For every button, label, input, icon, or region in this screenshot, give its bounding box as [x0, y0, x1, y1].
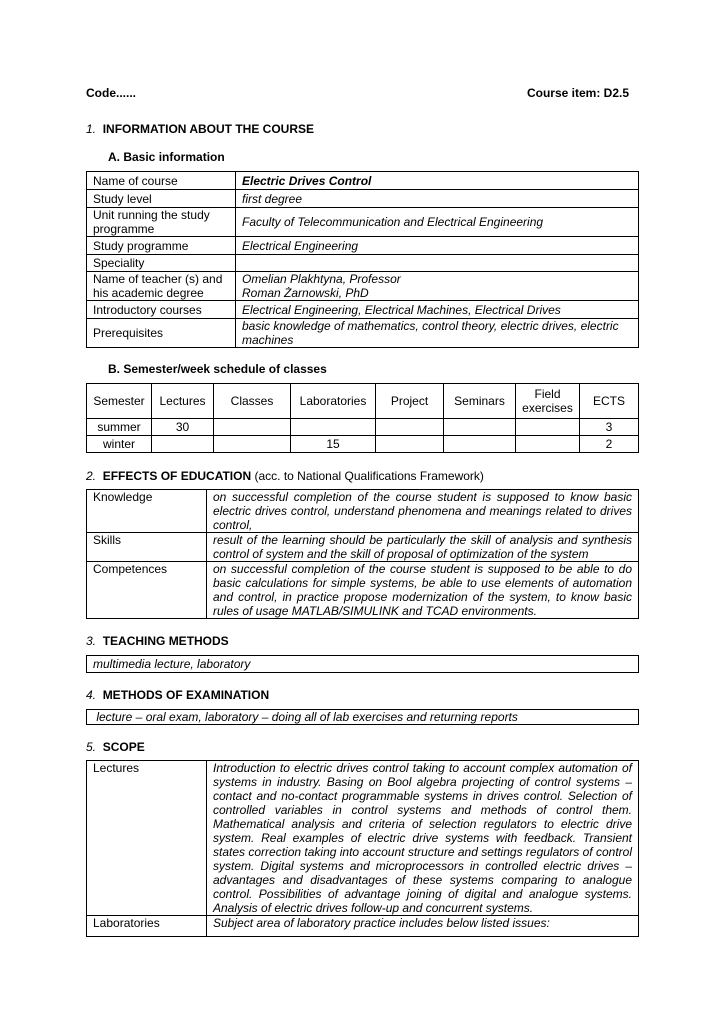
row-label: Speciality: [87, 255, 236, 272]
section-title: METHODS OF EXAMINATION: [102, 688, 270, 702]
row-label: Prerequisites: [87, 319, 236, 348]
section-number: 1.: [86, 122, 97, 136]
row-label: Unit running the study programme: [87, 208, 236, 237]
cell: winter: [87, 436, 152, 453]
row-label: Study programme: [87, 237, 236, 255]
column-header: ECTS: [580, 384, 639, 419]
row-value: Faculty of Telecommunication and Electrical Engineering: [236, 208, 639, 237]
table-row: [87, 272, 639, 301]
section-subtitle: (acc. to National Qualifications Framework): [254, 469, 484, 483]
cell: [214, 419, 291, 436]
cell: [516, 436, 580, 453]
cell: 3: [580, 419, 639, 436]
scope-table: [86, 760, 639, 937]
education-effects-table: [86, 489, 639, 619]
column-header: Lectures: [152, 384, 214, 419]
cell: [152, 436, 214, 453]
basic-info-table: [86, 171, 639, 348]
table-row: [87, 237, 639, 255]
teaching-methods-box: [86, 655, 639, 673]
cell: [214, 436, 291, 453]
cell: [444, 419, 516, 436]
cell: 15: [291, 436, 376, 453]
table-row: [87, 562, 639, 619]
section-number: 4.: [86, 688, 97, 702]
row-text: result of the learning should be particularly the skill of analysis and synthesis control of system and the skill of proposal of optimization of the system: [207, 533, 639, 562]
section-title: INFORMATION ABOUT THE COURSE: [102, 122, 315, 136]
table-row: [87, 208, 639, 237]
row-label: Laboratories: [87, 916, 207, 937]
table-row: [87, 301, 639, 319]
cell: summer: [87, 419, 152, 436]
cell: [444, 436, 516, 453]
row-value: [236, 272, 639, 301]
schedule-row: [87, 419, 639, 436]
row-label: Knowledge: [87, 490, 207, 533]
section-3-heading: [86, 634, 229, 648]
row-value: basic knowledge of mathematics, control theory, electric drives, electric machines: [236, 319, 639, 348]
cell: [376, 419, 444, 436]
row-label: Introductory courses: [87, 301, 236, 319]
examination-methods-box: [86, 709, 639, 725]
section-5-heading: [86, 740, 145, 754]
examination-methods-text: lecture – oral exam, laboratory – doing all of lab exercises and returning reports: [87, 710, 639, 725]
column-header: Field exercises: [516, 384, 580, 419]
table-row: [87, 319, 639, 348]
row-text: on successful completion of the course student is supposed to know basic electric drives control, understand phenomena and meanings related to drives control,: [207, 490, 639, 533]
cell: 30: [152, 419, 214, 436]
column-header: Project: [376, 384, 444, 419]
table-row: [87, 656, 639, 673]
table-row: [87, 255, 639, 272]
column-header: Seminars: [444, 384, 516, 419]
section-number: 2.: [86, 469, 97, 483]
cell: [376, 436, 444, 453]
section-1-heading: [86, 122, 314, 136]
row-label: Study level: [87, 190, 236, 208]
table-row: [87, 761, 639, 916]
course-item: Course item: D2.5: [526, 86, 629, 100]
column-header: Semester: [87, 384, 152, 419]
row-value: Electrical Engineering: [236, 237, 639, 255]
row-label: Lectures: [87, 761, 207, 916]
schedule-table: [86, 383, 639, 453]
cell: [516, 419, 580, 436]
teacher-2: Roman Żarnowski, PhD: [242, 286, 369, 300]
cell: 2: [580, 436, 639, 453]
table-row: [87, 490, 639, 533]
table-row: [87, 710, 639, 725]
row-value: Electrical Engineering, Electrical Machines, Electrical Drives: [236, 301, 639, 319]
section-title: SCOPE: [102, 740, 145, 754]
table-row: [87, 533, 639, 562]
section-4-heading: [86, 688, 269, 702]
cell: [291, 419, 376, 436]
column-header: Laboratories: [291, 384, 376, 419]
row-value: [236, 255, 639, 272]
section-2-heading: [86, 469, 484, 483]
row-label: Name of course: [87, 172, 236, 190]
teaching-methods-text: multimedia lecture, laboratory: [87, 656, 639, 673]
row-label: Name of teacher (s) and his academic degree: [87, 272, 236, 301]
row-label: Competences: [87, 562, 207, 619]
section-title: TEACHING METHODS: [102, 634, 229, 648]
row-text: Introduction to electric drives control taking to account complex automation of systems in industry. Basing on Bool algebra projecting of control systems – contact and no-contact programmable systems in drives control. Selection of controlled variables in control systems and methods of control them. Mathematical analysis and criteria of selection regulators to electric drive system. Real examples of electric drive systems with feedback. Transient states correction taking into account structure and settings regulators of control system. Digital systems and microprocessors in controlled electric drives – advantages and disadvantages of these systems comparing to analogue control. Possibilities of advantage joining of digital and analogue systems. Analysis of electric drives follow-up and concurrent systems.: [207, 761, 639, 916]
table-row: [87, 190, 639, 208]
section-title: EFFECTS OF EDUCATION: [102, 469, 252, 483]
row-value: first degree: [236, 190, 639, 208]
column-header: Classes: [214, 384, 291, 419]
section-number: 5.: [86, 740, 97, 754]
row-text: Subject area of laboratory practice includes below listed issues:: [207, 916, 639, 937]
subsection-b-heading: B. Semester/week schedule of classes: [108, 362, 327, 376]
section-number: 3.: [86, 634, 97, 648]
row-value: Electric Drives Control: [236, 172, 639, 190]
teacher-1: Omelian Plakhtyna, Professor: [242, 272, 401, 286]
table-row: [87, 172, 639, 190]
schedule-row: [87, 436, 639, 453]
subsection-a-heading: A. Basic information: [108, 150, 225, 164]
row-label: Skills: [87, 533, 207, 562]
table-row: [87, 916, 639, 937]
row-text: on successful completion of the course student is supposed to be able to do basic calculations for simple systems, be able to use elements of automation and control, in practice propose modernization of the system, to know basic rules of usage MATLAB/SIMULINK and TCAD environments.: [207, 562, 639, 619]
schedule-header-row: [87, 384, 639, 419]
course-code: Code......: [86, 86, 137, 100]
